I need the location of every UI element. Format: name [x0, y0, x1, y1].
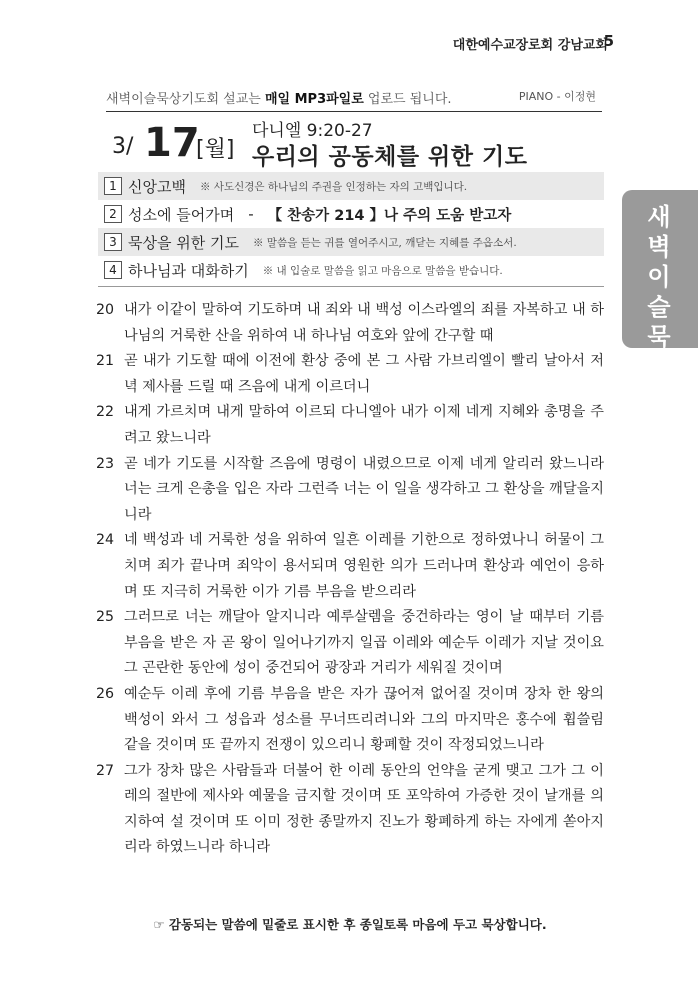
side-tab-char: 묵	[647, 323, 673, 351]
verse-number: 24	[96, 532, 115, 549]
verse-number: 21	[96, 353, 115, 370]
step-number: 4	[104, 261, 122, 279]
verse-number: 23	[96, 455, 115, 472]
hymn-title: 【 찬송가 214 】나 주의 도움 받고자	[267, 207, 512, 224]
date-month: 3/	[112, 134, 134, 159]
sermon-title: 우리의 공동체를 위한 기도	[252, 144, 528, 170]
step-note: ※ 내 입술로 말씀을 읽고 마음으로 말씀을 받습니다.	[262, 264, 503, 277]
date-day: 17	[144, 120, 200, 166]
date-title-block	[106, 118, 602, 170]
verse	[96, 452, 604, 529]
verse-text: 네 백성과 네 거룩한 성을 위하여 일흔 이레를 기한으로 정하였나니 허물이 그치며 죄가 끝나며 죄악이 용서되며 영원한 의가 드러나며 환상과 예언이 응하며 또 지극히 거룩한 이가 기름 부음을 받으리라	[124, 532, 604, 600]
verse	[96, 349, 604, 400]
verse-number: 25	[96, 609, 115, 626]
step-row-2	[98, 200, 604, 228]
verse	[96, 759, 604, 861]
notice-text-pre: 새벽이슬묵상기도회 설교는	[106, 92, 265, 107]
verse-text: 곧 네가 기도를 시작할 즈음에 명령이 내렸으므로 이제 네게 알리러 왔느니라 너는 크게 은총을 입은 자라 그런즉 너는 이 일을 생각하고 그 환상을 깨달을지니라	[124, 455, 604, 523]
side-tab-char: 벽	[647, 233, 673, 261]
verse-number: 22	[96, 404, 115, 421]
verse-number: 26	[96, 685, 115, 702]
piano-credit: PIANO - 이정현	[518, 90, 596, 103]
scripture-verses	[96, 298, 604, 861]
date-weekday: [월]	[196, 137, 235, 162]
side-tab-char: 새	[647, 203, 673, 231]
step-row-3	[98, 228, 604, 256]
scripture-passage: 다니엘 9:20-27	[252, 121, 373, 141]
side-section-tab	[622, 190, 698, 381]
side-tab-char: 상	[647, 353, 673, 381]
verse-text: 내게 가르치며 내게 말하여 이르되 다니엘아 내가 이제 네게 지혜와 총명을 주려고 왔느니라	[124, 404, 604, 446]
verse	[96, 682, 604, 759]
notice-text-emphasis: 매일 MP3파일로	[264, 92, 364, 107]
step-label: 묵상을 위한 기도	[128, 233, 239, 252]
verse-text: 그러므로 너는 깨달아 알지니라 예루살렘을 중건하라는 영이 날 때부터 기름 부음을 받은 자 곧 왕이 일어나기까지 일곱 이레와 예순두 이레가 지날 것이요 그 곤란한 동안에 성이 중건되어 광장과 거리가 세워질 것이며	[124, 609, 604, 677]
verse	[96, 528, 604, 605]
divider	[98, 286, 604, 287]
verse	[96, 400, 604, 451]
notice-line	[106, 88, 602, 112]
verse	[96, 298, 604, 349]
notice-text-post: 업로드 됩니다.	[363, 92, 452, 107]
step-number: 2	[104, 205, 122, 223]
verse	[96, 605, 604, 682]
verse-text: 곧 내가 기도할 때에 이전에 환상 중에 본 그 사람 가브리엘이 빨리 날아서 저녁 제사를 드릴 때 즈음에 내게 이르더니	[124, 353, 604, 395]
step-number: 1	[104, 177, 122, 195]
verse-number: 27	[96, 762, 115, 779]
verse-text: 내가 이같이 말하여 기도하며 내 죄와 내 백성 이스라엘의 죄를 자복하고 내 하나님의 거룩한 산을 위하여 내 하나님 여호와 앞에 간구할 때	[124, 302, 604, 344]
step-label: 신앙고백	[128, 177, 186, 196]
step-number: 3	[104, 233, 122, 251]
step-row-4	[98, 256, 604, 284]
notice-text	[106, 88, 452, 107]
verse-text: 그가 장차 많은 사람들과 더불어 한 이레 동안의 언약을 굳게 맺고 그가 그 이레의 절반에 제사와 예물을 금지할 것이며 또 포악하여 가증한 것이 날개를 의지하여 설 것이며 또 이미 정한 종말까지 진노가 황폐하게 하는 자에게 쏟아지리라 하였느니라 하니라	[124, 762, 604, 856]
side-tab-char: 슬	[647, 293, 673, 321]
verse-text: 예순두 이레 후에 기름 부음을 받은 자가 끊어져 없어질 것이며 장차 한 왕의 백성이 와서 그 성읍과 성소를 무너뜨리려니와 그의 마지막은 홍수에 휩쓸림 같을 것이며 또 끝까지 전쟁이 있으리니 황폐할 것이 작정되었느니라	[124, 685, 604, 754]
page-number: 5	[603, 32, 614, 50]
step-label: 하나님과 대화하기	[128, 261, 249, 280]
footer-note: ☞ 감동되는 말씀에 밑줄로 표시한 후 종일토록 마음에 두고 묵상합니다.	[153, 917, 547, 932]
step-row-1	[98, 172, 604, 200]
step-note: ※ 사도신경은 하나님의 주권을 인정하는 자의 고백입니다.	[199, 180, 468, 193]
step-note: ※ 말씀을 듣는 귀를 열어주시고, 깨닫는 지혜를 주옵소서.	[252, 236, 517, 249]
verse-number: 20	[96, 302, 115, 318]
header	[453, 34, 608, 53]
step-label: 성소에 들어가며	[128, 205, 235, 224]
side-tab-char: 이	[647, 263, 673, 291]
step-dash: -	[248, 205, 254, 223]
church-name: 대한예수교장로회 강남교회	[452, 38, 608, 53]
